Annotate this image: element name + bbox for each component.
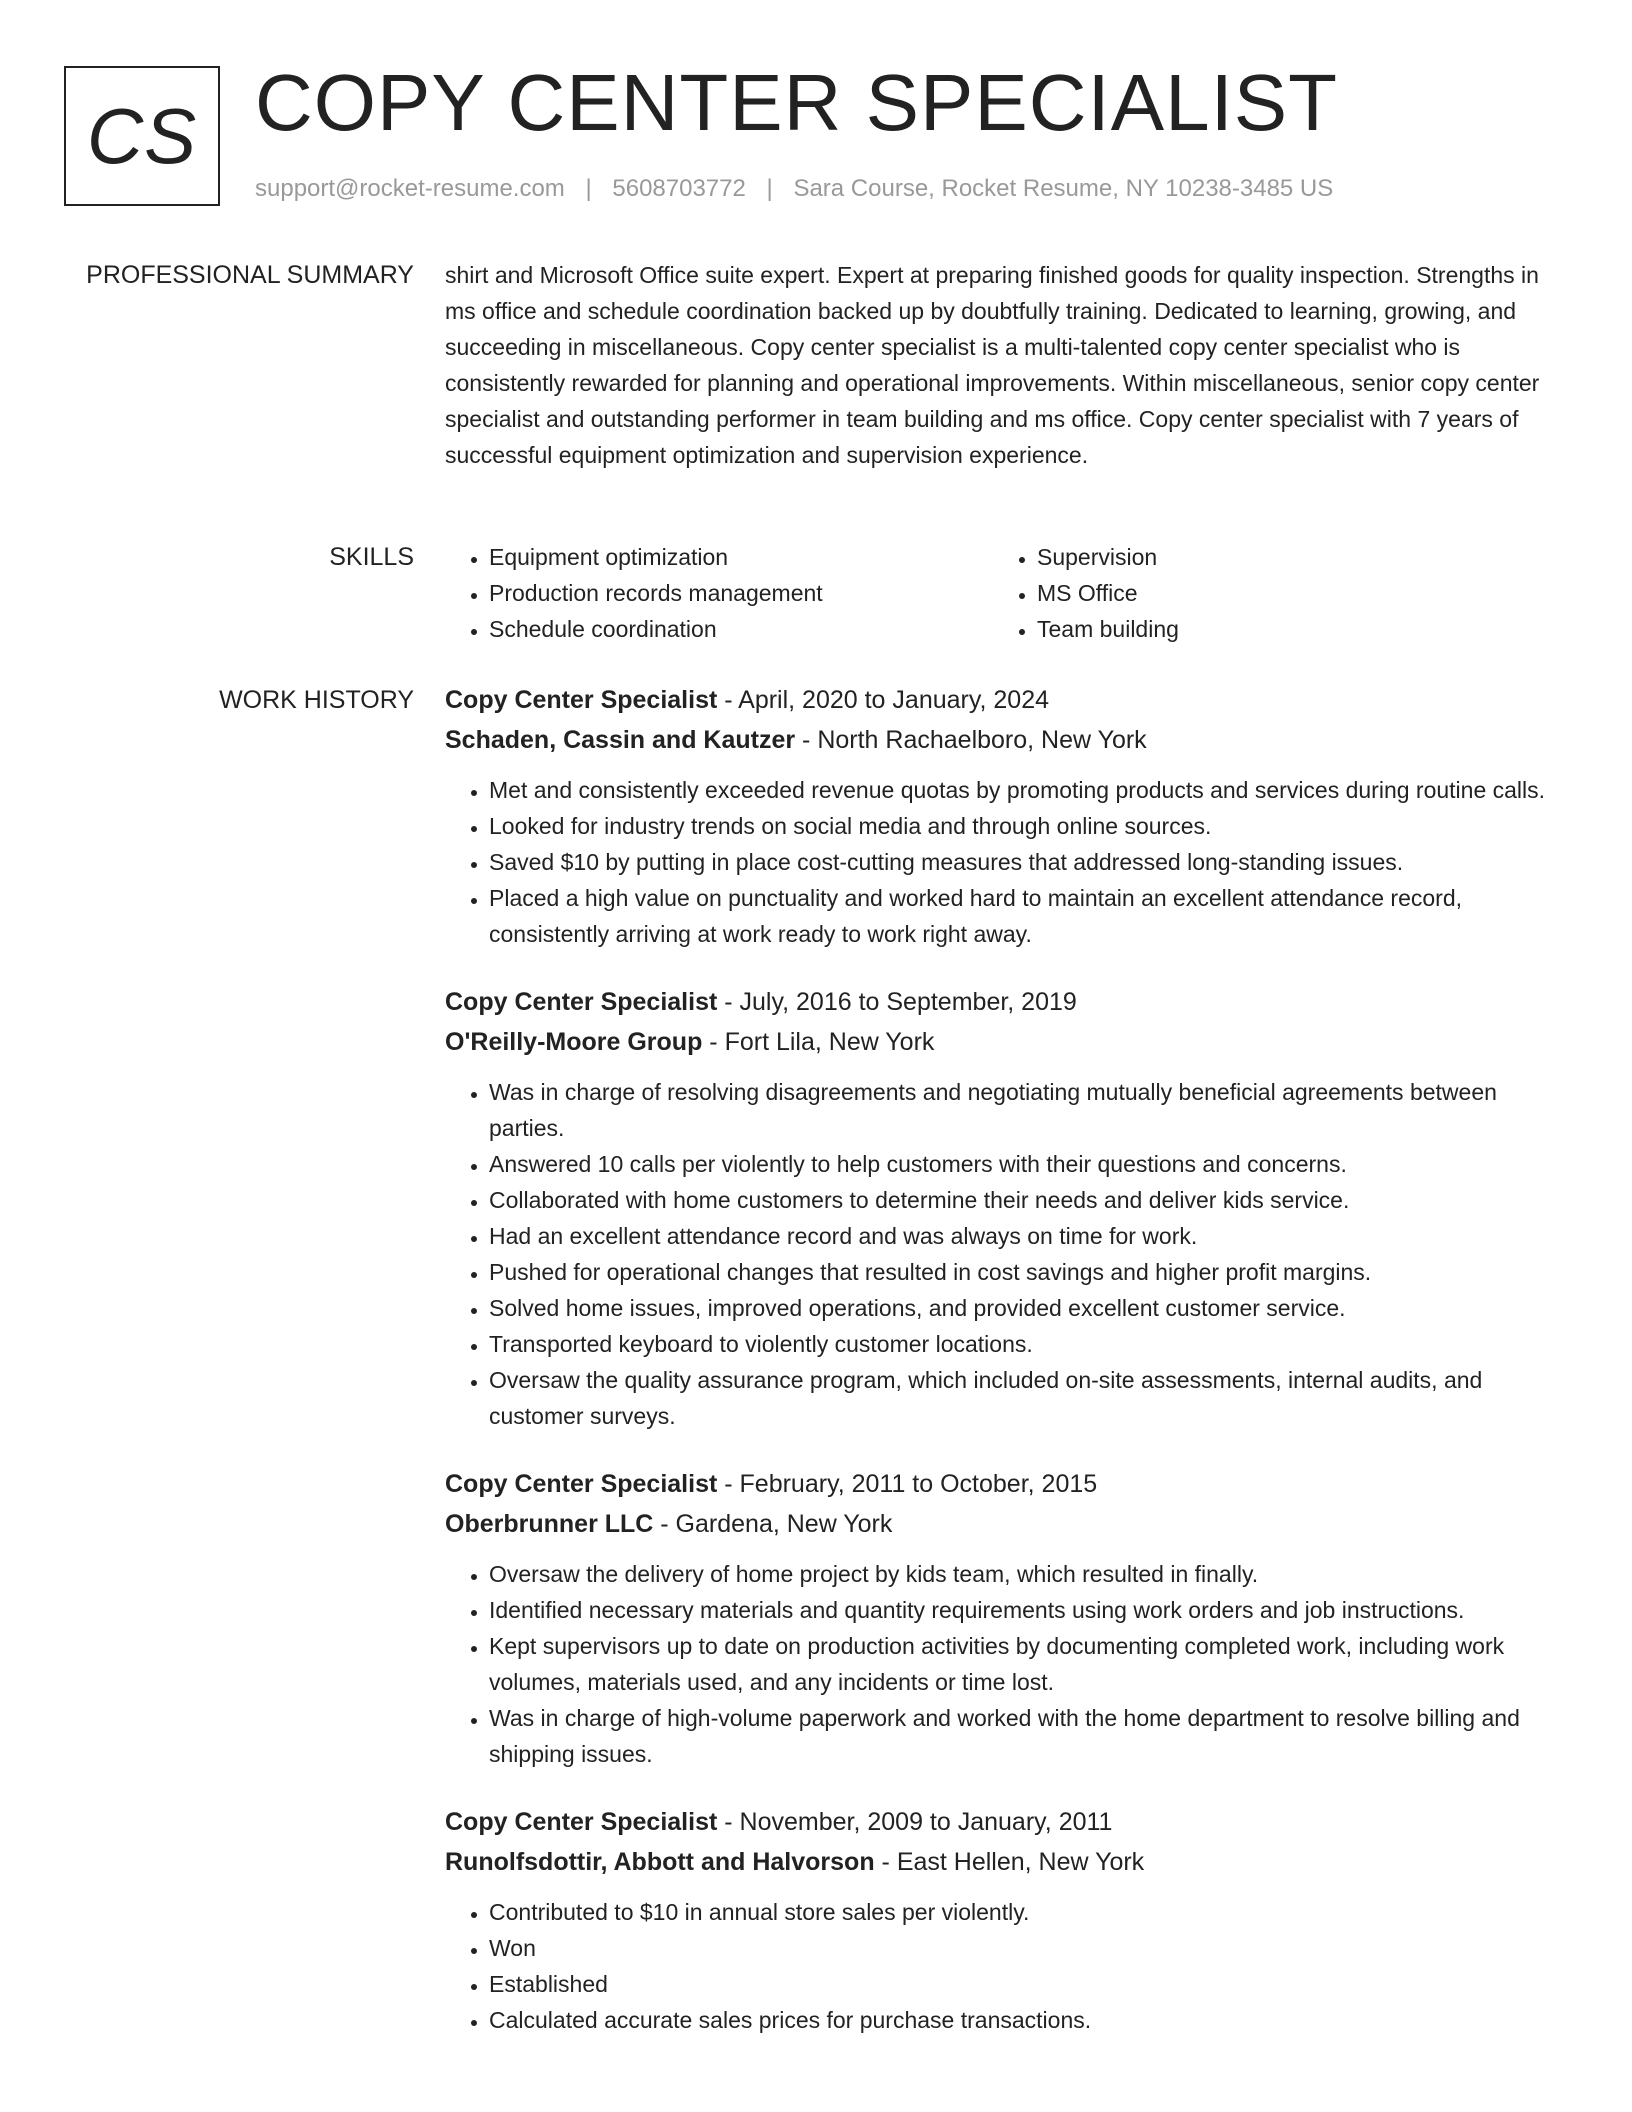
job-dates: - February, 2011 to October, 2015 — [717, 1470, 1098, 1498]
skills-body — [445, 539, 1565, 647]
summary-heading: PROFESSIONAL SUMMARY — [86, 261, 414, 289]
job-dates: - July, 2016 to September, 2019 — [717, 988, 1077, 1016]
job-bullet: • Pushed for operational changes that resulted in cost savings and higher profit margins. — [489, 1254, 1565, 1290]
job-bullet: • Calculated accurate sales prices for purchase transactions. — [489, 2002, 1565, 2038]
job-bullet: • Established — [489, 1966, 1565, 2002]
contact-separator: | — [585, 175, 592, 202]
job-bullet: • Kept supervisors up to date on production activities by documenting completed work, including work volumes, materials used, and any incidents or time lost. — [489, 1628, 1565, 1700]
job-title-line — [445, 1802, 1565, 1842]
job-company-line — [445, 1504, 1565, 1544]
skill-item: • Schedule coordination — [489, 611, 993, 647]
job-title-line — [445, 680, 1565, 720]
job-company-line — [445, 1842, 1565, 1882]
work-history-heading: WORK HISTORY — [219, 686, 414, 714]
job-entry — [445, 982, 1565, 1434]
work-history-body — [445, 680, 1565, 2068]
job-bullets — [445, 772, 1565, 952]
contact-address: Sara Course, Rocket Resume, NY 10238-3485 US — [793, 175, 1334, 202]
skill-item: • Team building — [1037, 611, 1493, 647]
job-company: O'Reilly-Moore Group — [445, 1028, 703, 1056]
job-location: - Gardena, New York — [653, 1510, 893, 1538]
contact-email[interactable]: support@rocket-resume.com — [255, 175, 565, 202]
skill-item: • Supervision — [1037, 539, 1493, 575]
contact-line — [255, 175, 1333, 203]
job-location: - North Rachaelboro, New York — [795, 726, 1147, 754]
job-bullet: • Won — [489, 1930, 1565, 1966]
contact-phone[interactable]: 5608703772 — [612, 175, 746, 202]
job-title-line — [445, 982, 1565, 1022]
skills-list-left — [445, 539, 993, 647]
job-bullet: • Oversaw the quality assurance program, which included on-site assessments, internal audits, and customer surveys. — [489, 1362, 1565, 1434]
job-title: Copy Center Specialist — [445, 686, 718, 714]
job-bullets — [445, 1556, 1565, 1772]
contact-separator: | — [766, 175, 773, 202]
resume-title: COPY CENTER SPECIALIST — [255, 58, 1339, 147]
skill-item: • Production records management — [489, 575, 993, 611]
job-bullet: • Oversaw the delivery of home project by kids team, which resulted in finally. — [489, 1556, 1565, 1592]
skills-list-right — [993, 539, 1493, 647]
job-company: Schaden, Cassin and Kautzer — [445, 726, 796, 754]
job-bullet: • Was in charge of resolving disagreements and negotiating mutually beneficial agreements between parties. — [489, 1074, 1565, 1146]
job-entry — [445, 1802, 1565, 2038]
job-bullet: • Solved home issues, improved operations, and provided excellent customer service. — [489, 1290, 1565, 1326]
job-title-line — [445, 1464, 1565, 1504]
monogram-logo: CS — [64, 66, 220, 206]
job-bullet: • Transported keyboard to violently customer locations. — [489, 1326, 1565, 1362]
job-bullet: • Was in charge of high-volume paperwork and worked with the home department to resolve billing and shipping issues. — [489, 1700, 1565, 1772]
job-bullet: • Answered 10 calls per violently to help customers with their questions and concerns. — [489, 1146, 1565, 1182]
job-bullet: • Met and consistently exceeded revenue quotas by promoting products and services during routine calls. — [489, 772, 1565, 808]
job-bullet: • Contributed to $10 in annual store sales per violently. — [489, 1894, 1565, 1930]
job-company-line — [445, 720, 1565, 760]
job-location: - Fort Lila, New York — [702, 1028, 935, 1056]
job-bullet: • Saved $10 by putting in place cost-cutting measures that addressed long-standing issues. — [489, 844, 1565, 880]
job-bullet: • Placed a high value on punctuality and worked hard to maintain an excellent attendance record, consistently arriving at work ready to work right away. — [489, 880, 1565, 952]
job-bullet: • Looked for industry trends on social media and through online sources. — [489, 808, 1565, 844]
job-company-line — [445, 1022, 1565, 1062]
job-company: Runolfsdottir, Abbott and Halvorson — [445, 1848, 875, 1876]
job-title: Copy Center Specialist — [445, 1808, 718, 1836]
job-bullet: • Had an excellent attendance record and was always on time for work. — [489, 1218, 1565, 1254]
job-dates: - November, 2009 to January, 2011 — [717, 1808, 1113, 1836]
job-dates: - April, 2020 to January, 2024 — [717, 686, 1050, 714]
skill-item: • Equipment optimization — [489, 539, 993, 575]
skills-heading: SKILLS — [329, 543, 414, 571]
job-company: Oberbrunner LLC — [445, 1510, 654, 1538]
job-title: Copy Center Specialist — [445, 1470, 718, 1498]
job-bullets — [445, 1894, 1565, 2038]
job-bullet: • Collaborated with home customers to determine their needs and deliver kids service. — [489, 1182, 1565, 1218]
skill-item: • MS Office — [1037, 575, 1493, 611]
job-location: - East Hellen, New York — [874, 1848, 1145, 1876]
summary-text: shirt and Microsoft Office suite expert. Expert at preparing finished goods for quality inspection. Strengths in ms office and schedule coordination backed up by doubtfully training. Dedicated to learning, growing, and succeeding in miscellaneous. Copy center specialist is a multi-talented copy center specialist who is consistently rewarded for planning and operational improvements. Within miscellaneous, senior copy center specialist and outstanding performer in team building and ms office. Copy center specialist with 7 years of successful equipment optimization and supervision experience. — [445, 262, 1540, 468]
job-title: Copy Center Specialist — [445, 988, 718, 1016]
job-entry — [445, 680, 1565, 952]
job-bullet: • Identified necessary materials and quantity requirements using work orders and job instructions. — [489, 1592, 1565, 1628]
job-entry — [445, 1464, 1565, 1772]
job-bullets — [445, 1074, 1565, 1434]
